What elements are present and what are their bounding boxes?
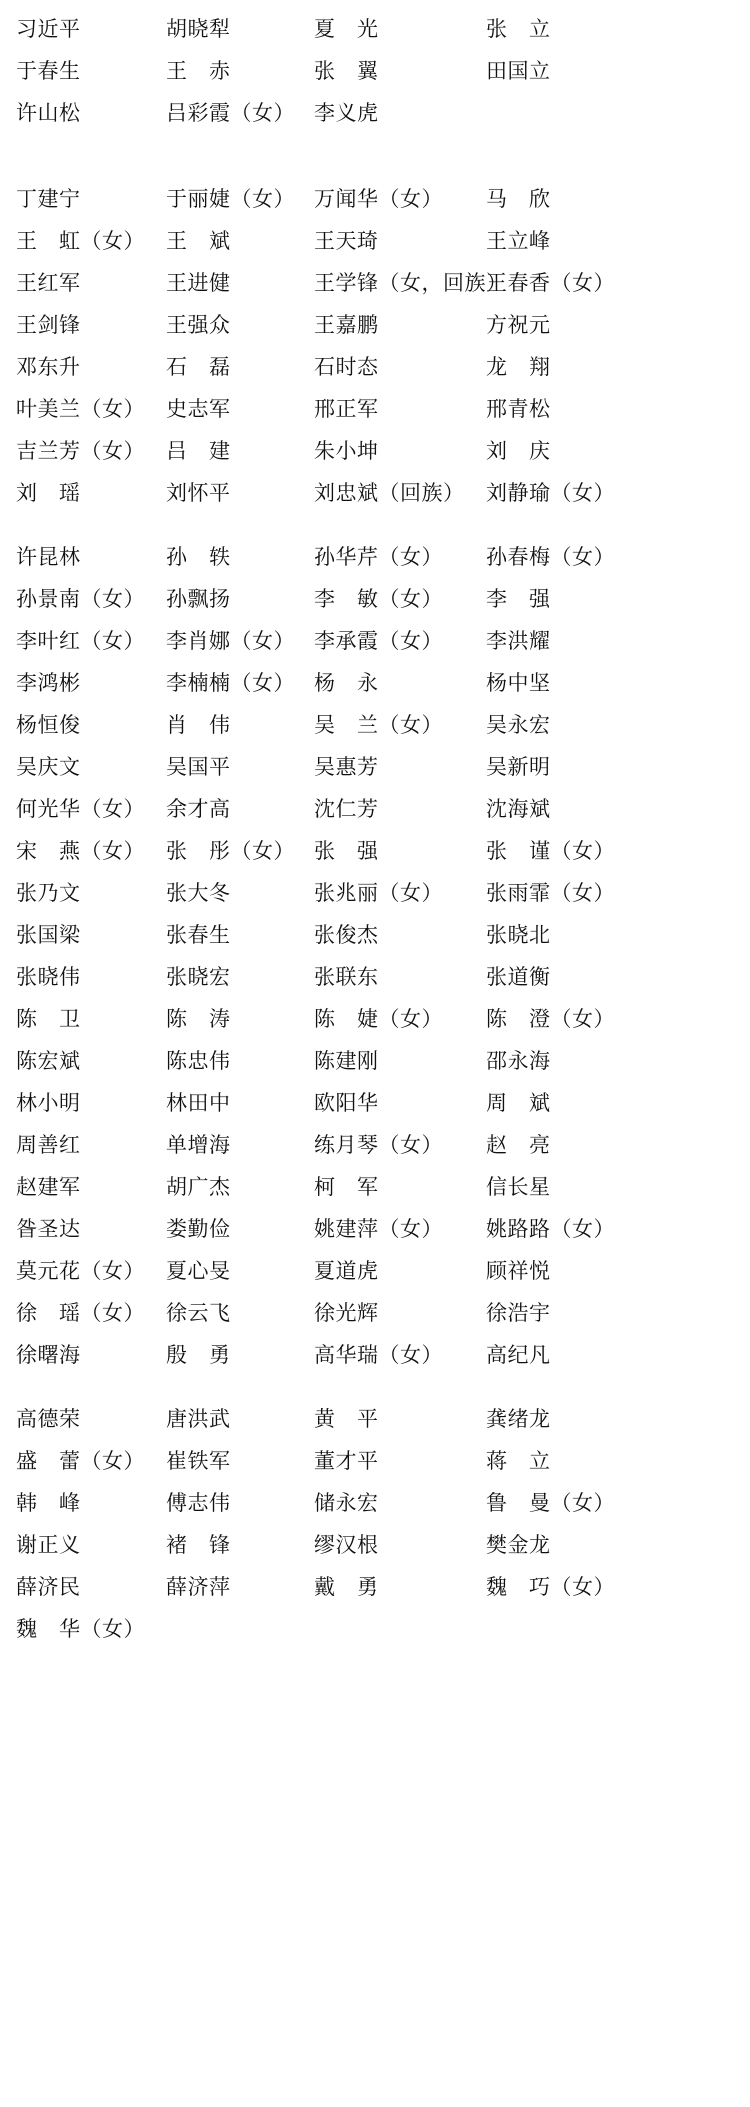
name-row — [14, 662, 736, 704]
name-cell: 邓东升 — [16, 355, 81, 379]
name-row — [14, 262, 736, 304]
name-row — [14, 914, 736, 956]
name-row — [14, 50, 736, 92]
name-cell: 余才高 — [166, 797, 231, 821]
name-row — [14, 1292, 736, 1334]
name-cell: 练月琴（女） — [314, 1133, 443, 1157]
name-cell: 高德荣 — [16, 1407, 81, 1431]
name-cell: 王红军 — [16, 271, 81, 295]
name-cell: 赵建军 — [16, 1175, 81, 1199]
name-cell: 戴 勇 — [314, 1575, 379, 1599]
name-cell: 张兆丽（女） — [314, 881, 443, 905]
name-cell: 丁建宁 — [16, 187, 81, 211]
name-cell: 张雨霏（女） — [486, 881, 615, 905]
name-cell: 李承霞（女） — [314, 629, 443, 653]
name-cell: 石时态 — [314, 355, 379, 379]
name-cell: 徐曙海 — [16, 1343, 81, 1367]
group-separator — [14, 1376, 736, 1398]
name-cell: 孙飘扬 — [166, 587, 231, 611]
name-cell: 王立峰 — [486, 229, 551, 253]
name-cell: 张 强 — [314, 839, 379, 863]
name-cell: 夏道虎 — [314, 1259, 379, 1283]
name-cell: 薛济民 — [16, 1575, 81, 1599]
name-cell: 田国立 — [486, 59, 551, 83]
name-cell: 褚 锋 — [166, 1533, 231, 1557]
name-cell: 殷 勇 — [166, 1343, 231, 1367]
name-row — [14, 92, 736, 134]
name-cell: 盛 蕾（女） — [16, 1449, 145, 1473]
name-cell: 王剑锋 — [16, 313, 81, 337]
name-cell: 王天琦 — [314, 229, 379, 253]
name-cell: 吴国平 — [166, 755, 231, 779]
name-cell: 张大冬 — [166, 881, 231, 905]
name-row — [14, 472, 736, 514]
name-cell: 张晓伟 — [16, 965, 81, 989]
name-row — [14, 620, 736, 662]
name-cell: 鲁 曼（女） — [486, 1491, 615, 1515]
name-cell: 王学锋（女，回族） — [314, 271, 508, 295]
name-row — [14, 536, 736, 578]
name-cell: 杨中坚 — [486, 671, 551, 695]
name-row — [14, 430, 736, 472]
name-row — [14, 1440, 736, 1482]
name-cell: 林田中 — [166, 1091, 231, 1115]
name-cell: 张 谨（女） — [486, 839, 615, 863]
name-row — [14, 830, 736, 872]
group-separator — [14, 134, 736, 178]
name-cell: 蒋 立 — [486, 1449, 551, 1473]
name-group — [14, 8, 736, 134]
name-cell: 刘静瑜（女） — [486, 481, 615, 505]
name-cell: 肖 伟 — [166, 713, 231, 737]
name-cell: 徐光辉 — [314, 1301, 379, 1325]
name-cell: 李叶红（女） — [16, 629, 145, 653]
name-row — [14, 872, 736, 914]
name-cell: 邢青松 — [486, 397, 551, 421]
name-cell: 柯 军 — [314, 1175, 379, 1199]
name-row — [14, 1334, 736, 1376]
name-row — [14, 1566, 736, 1608]
name-cell: 赵 亮 — [486, 1133, 551, 1157]
name-cell: 朱小坤 — [314, 439, 379, 463]
name-cell: 沈海斌 — [486, 797, 551, 821]
name-cell: 石 磊 — [166, 355, 231, 379]
name-cell: 胡广杰 — [166, 1175, 231, 1199]
name-cell: 魏 华（女） — [16, 1617, 145, 1641]
name-row — [14, 746, 736, 788]
name-cell: 孙春梅（女） — [486, 545, 615, 569]
name-cell: 万闻华（女） — [314, 187, 443, 211]
name-row — [14, 956, 736, 998]
name-row — [14, 1082, 736, 1124]
name-row — [14, 1208, 736, 1250]
name-cell: 龚绪龙 — [486, 1407, 551, 1431]
name-cell: 谢正义 — [16, 1533, 81, 1557]
name-cell: 刘 庆 — [486, 439, 551, 463]
name-cell: 方祝元 — [486, 313, 551, 337]
name-cell: 吕彩霞（女） — [166, 101, 295, 125]
name-cell: 张 立 — [486, 17, 551, 41]
name-cell: 欧阳华 — [314, 1091, 379, 1115]
name-cell: 张春生 — [166, 923, 231, 947]
name-row — [14, 1124, 736, 1166]
name-cell: 孙 轶 — [166, 545, 231, 569]
name-cell: 张道衡 — [486, 965, 551, 989]
group-separator — [14, 514, 736, 536]
name-row — [14, 578, 736, 620]
name-cell: 吉兰芳（女） — [16, 439, 145, 463]
name-row — [14, 8, 736, 50]
name-cell: 孙华芹（女） — [314, 545, 443, 569]
name-cell: 王 赤 — [166, 59, 231, 83]
name-cell: 张俊杰 — [314, 923, 379, 947]
name-cell: 邢正军 — [314, 397, 379, 421]
name-row — [14, 1608, 736, 1650]
name-cell: 胡晓犁 — [166, 17, 231, 41]
name-cell: 陈 澄（女） — [486, 1007, 615, 1031]
name-cell: 陈 涛 — [166, 1007, 231, 1031]
name-cell: 刘忠斌（回族） — [314, 481, 465, 505]
name-cell: 王嘉鹏 — [314, 313, 379, 337]
name-cell: 王 虹（女） — [16, 229, 145, 253]
name-cell: 夏心旻 — [166, 1259, 231, 1283]
name-cell: 昝圣达 — [16, 1217, 81, 1241]
name-cell: 吴新明 — [486, 755, 551, 779]
name-row — [14, 346, 736, 388]
name-cell: 何光华（女） — [16, 797, 145, 821]
name-cell: 高纪凡 — [486, 1343, 551, 1367]
name-cell: 叶美兰（女） — [16, 397, 145, 421]
name-cell: 于丽婕（女） — [166, 187, 295, 211]
name-cell: 吴 兰（女） — [314, 713, 443, 737]
name-cell: 黄 平 — [314, 1407, 379, 1431]
name-cell: 张联东 — [314, 965, 379, 989]
name-cell: 刘怀平 — [166, 481, 231, 505]
name-cell: 沈仁芳 — [314, 797, 379, 821]
name-row — [14, 178, 736, 220]
name-cell: 张晓宏 — [166, 965, 231, 989]
name-cell: 史志军 — [166, 397, 231, 421]
name-row — [14, 1482, 736, 1524]
name-cell: 吴惠芳 — [314, 755, 379, 779]
name-cell: 夏 光 — [314, 17, 379, 41]
name-cell: 周善红 — [16, 1133, 81, 1157]
name-cell: 王 斌 — [166, 229, 231, 253]
name-cell: 陈忠伟 — [166, 1049, 231, 1073]
name-cell: 薛济萍 — [166, 1575, 231, 1599]
name-cell: 刘 瑶 — [16, 481, 81, 505]
name-cell: 唐洪武 — [166, 1407, 231, 1431]
name-cell: 邵永海 — [486, 1049, 551, 1073]
name-cell: 吕 建 — [166, 439, 231, 463]
name-row — [14, 1166, 736, 1208]
name-cell: 宋 燕（女） — [16, 839, 145, 863]
name-cell: 李肖娜（女） — [166, 629, 295, 653]
name-group — [14, 536, 736, 1376]
name-cell: 娄勤俭 — [166, 1217, 231, 1241]
name-cell: 王春香（女） — [486, 271, 615, 295]
name-cell: 傅志伟 — [166, 1491, 231, 1515]
name-cell: 许山松 — [16, 101, 81, 125]
name-cell: 缪汉根 — [314, 1533, 379, 1557]
name-cell: 储永宏 — [314, 1491, 379, 1515]
name-cell: 樊金龙 — [486, 1533, 551, 1557]
name-cell: 崔铁军 — [166, 1449, 231, 1473]
name-cell: 信长星 — [486, 1175, 551, 1199]
name-cell: 习近平 — [16, 17, 81, 41]
name-cell: 徐浩宇 — [486, 1301, 551, 1325]
name-cell: 姚建萍（女） — [314, 1217, 443, 1241]
name-cell: 李楠楠（女） — [166, 671, 295, 695]
name-row — [14, 788, 736, 830]
name-cell: 李 敏（女） — [314, 587, 443, 611]
name-cell: 张国梁 — [16, 923, 81, 947]
name-group — [14, 1398, 736, 1650]
name-row — [14, 1040, 736, 1082]
name-cell: 张 彤（女） — [166, 839, 295, 863]
name-cell: 莫元花（女） — [16, 1259, 145, 1283]
name-row — [14, 1250, 736, 1292]
name-cell: 陈 卫 — [16, 1007, 81, 1031]
name-cell: 吴永宏 — [486, 713, 551, 737]
name-cell: 孙景南（女） — [16, 587, 145, 611]
name-cell: 顾祥悦 — [486, 1259, 551, 1283]
name-row — [14, 304, 736, 346]
name-cell: 陈建刚 — [314, 1049, 379, 1073]
name-cell: 张乃文 — [16, 881, 81, 905]
name-list-root — [14, 8, 736, 1650]
name-cell: 韩 峰 — [16, 1491, 81, 1515]
name-cell: 李鸿彬 — [16, 671, 81, 695]
name-cell: 李洪耀 — [486, 629, 551, 653]
name-row — [14, 1398, 736, 1440]
name-row — [14, 1524, 736, 1566]
name-cell: 王进健 — [166, 271, 231, 295]
name-cell: 吴庆文 — [16, 755, 81, 779]
name-cell: 徐云飞 — [166, 1301, 231, 1325]
name-cell: 马 欣 — [486, 187, 551, 211]
name-cell: 魏 巧（女） — [486, 1575, 615, 1599]
name-cell: 李 强 — [486, 587, 551, 611]
name-row — [14, 220, 736, 262]
name-cell: 龙 翔 — [486, 355, 551, 379]
name-cell: 张 翼 — [314, 59, 379, 83]
name-row — [14, 704, 736, 746]
name-group — [14, 178, 736, 514]
name-cell: 徐 瑶（女） — [16, 1301, 145, 1325]
name-cell: 李义虎 — [314, 101, 379, 125]
name-cell: 许昆林 — [16, 545, 81, 569]
name-cell: 于春生 — [16, 59, 81, 83]
name-cell: 陈宏斌 — [16, 1049, 81, 1073]
name-cell: 杨恒俊 — [16, 713, 81, 737]
name-cell: 陈 婕（女） — [314, 1007, 443, 1031]
name-cell: 王强众 — [166, 313, 231, 337]
name-cell: 高华瑞（女） — [314, 1343, 443, 1367]
name-cell: 董才平 — [314, 1449, 379, 1473]
name-cell: 周 斌 — [486, 1091, 551, 1115]
name-row — [14, 388, 736, 430]
name-cell: 姚路路（女） — [486, 1217, 615, 1241]
name-cell: 杨 永 — [314, 671, 379, 695]
name-cell: 林小明 — [16, 1091, 81, 1115]
name-cell: 张晓北 — [486, 923, 551, 947]
name-row — [14, 998, 736, 1040]
name-cell: 单增海 — [166, 1133, 231, 1157]
